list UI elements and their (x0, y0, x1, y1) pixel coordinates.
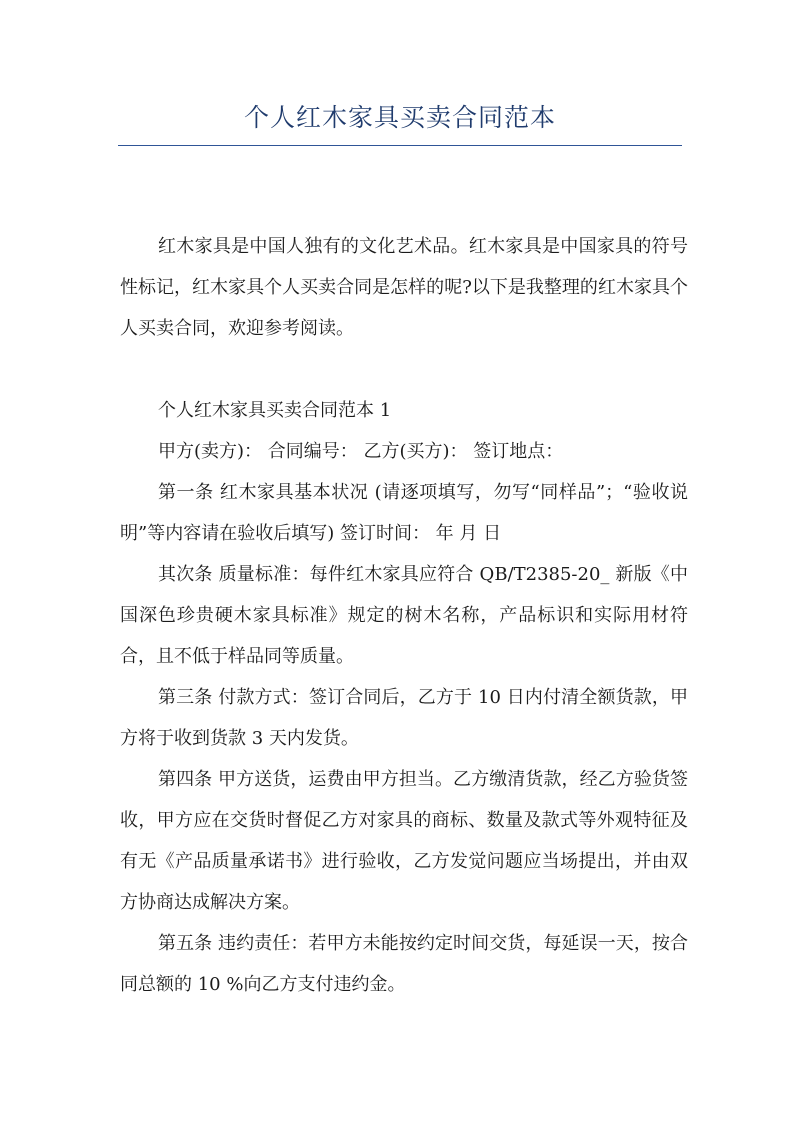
title-underline (118, 145, 682, 146)
section-heading: 个人红木家具买卖合同范本 1 (158, 400, 392, 421)
parties-line: 甲方(卖方)： 合同编号： 乙方(买方)： 签订地点： (158, 441, 564, 462)
clause-1: 第一条 红木家具基本状况 (请逐项填写，勿写“同样品”；“验收说明”等内容请在验收后填写) 签订时间： 年 月 日 (120, 482, 688, 544)
document-body (120, 226, 688, 1005)
paragraph-spacer (120, 349, 688, 390)
clause-3: 第三条 付款方式：签订合同后，乙方于 10 日内付清全额货款，甲方将于收到货款 3 天内发货。 (120, 687, 688, 749)
clause-5: 第五条 违约责任：若甲方未能按约定时间交货，每延误一天，按合同总额的 10 %向乙方支付违约金。 (120, 933, 688, 995)
document-title: 个人红木家具买卖合同范本 (243, 103, 556, 132)
intro-paragraph: 红木家具是中国人独有的文化艺术品。红木家具是中国家具的符号性标记，红木家具个人买卖合同是怎样的呢?以下是我整理的红木家具个人买卖合同，欢迎参考阅读。 (120, 236, 688, 339)
clause-4: 第四条 甲方送货，运费由甲方担当。乙方缴清货款，经乙方验货签收，甲方应在交货时督促乙方对家具的商标、数量及款式等外观特征及有无《产品质量承诺书》进行验收，乙方发觉问题应当场提出，并由双方协商达成解决方案。 (120, 769, 688, 913)
clause-2: 其次条 质量标准：每件红木家具应符合 QB/T2385-20_ 新版《中国深色珍贵硬木家具标准》规定的树木名称，产品标识和实际用材符合，且不低于样品同等质量。 (120, 564, 688, 667)
